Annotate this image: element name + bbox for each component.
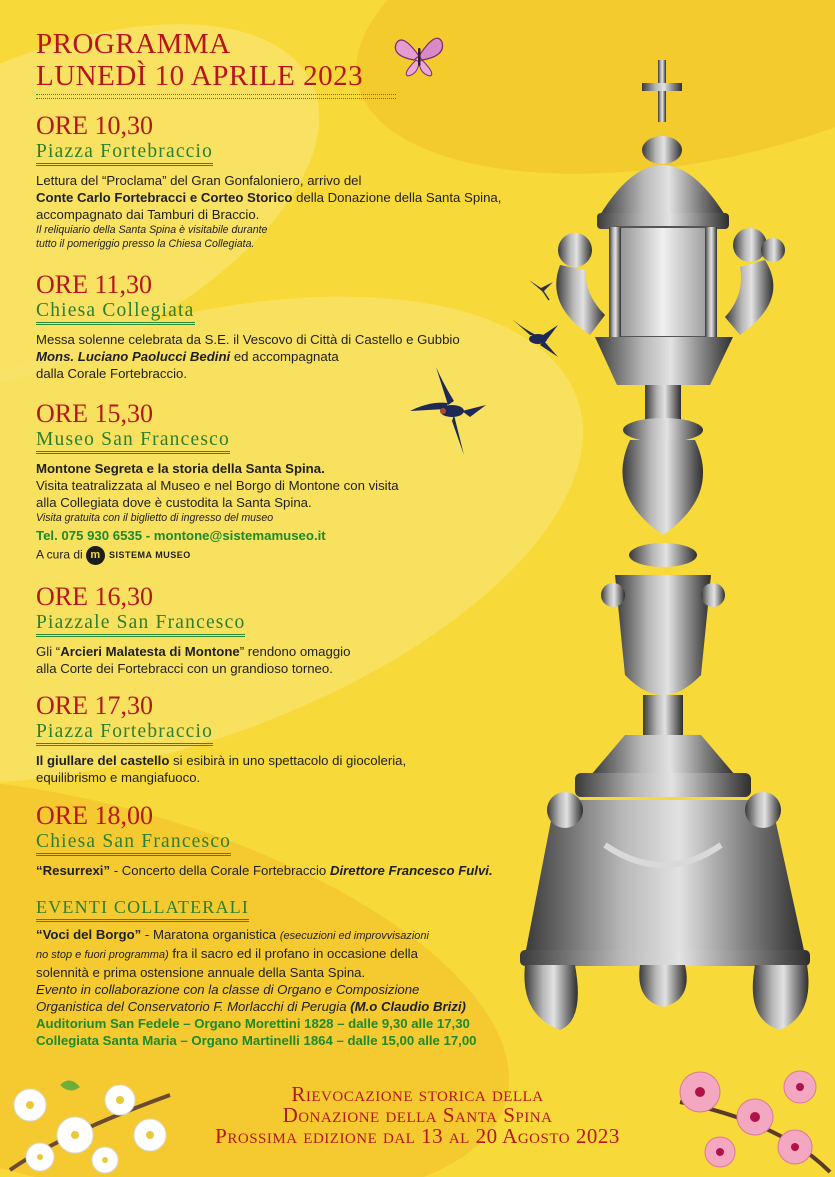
programme-title: PROGRAMMA [36, 28, 231, 60]
event-place: Piazzale San Francesco [36, 612, 245, 637]
event-time: ORE 17,30 [36, 691, 153, 720]
event-note: Il reliquiario della Santa Spina è visitabile durante tutto il pomeriggio presso la Chiesa Collegiata. [36, 224, 268, 250]
event-place: Chiesa San Francesco [36, 831, 231, 856]
curated-by: A cura di m SISTEMA MUSEO [36, 546, 576, 565]
event-1800 [36, 801, 576, 879]
event-time: ORE 11,30 [36, 270, 153, 299]
programme-date: LUNEDÌ 10 APRILE 2023 [36, 60, 364, 92]
event-1530 [36, 399, 576, 565]
event-description: Il giullare del castello si esibirà in uno spettacolo di giocoleria, equilibrismo e mangiafuoco. [36, 753, 407, 785]
event-note: Visita gratuita con il biglietto di ingresso del museo [36, 512, 274, 524]
contact-info: Tel. 075 930 6535 - montone@sistemamuseo.it [36, 528, 326, 543]
butterfly-icon [392, 34, 446, 78]
event-time: ORE 18,00 [36, 801, 153, 830]
footer-line-1: Rievocazione storica della [291, 1082, 544, 1106]
event-description: Lettura del “Proclama” del Gran Gonfaloniero, arrivo del Conte Carlo Fortebracci e Corteo Storico della Donazione della Santa Spina, accompagnato dai Tamburi di Braccio. [36, 173, 502, 222]
footer-next-edition: Prossima edizione dal 13 al 20 Agosto 2023 [215, 1124, 620, 1148]
event-1630 [36, 582, 576, 677]
collateral-events [36, 897, 556, 1049]
collateral-heading: EVENTI COLLATERALI [36, 897, 249, 922]
event-place: Museo San Francesco [36, 429, 230, 454]
event-place: Piazza Fortebraccio [36, 721, 213, 746]
event-place: Chiesa Collegiata [36, 300, 195, 325]
header-divider [36, 94, 396, 99]
event-time: ORE 16,30 [36, 582, 153, 611]
event-time: ORE 10,30 [36, 111, 153, 140]
event-description: “Resurrexi” - Concerto della Corale Fortebraccio Direttore Francesco Fulvi. [36, 863, 493, 878]
organ-concert-2: Collegiata Santa Maria – Organo Martinelli 1864 – dalle 15,00 alle 17,00 [36, 1033, 477, 1048]
collateral-description: “Voci del Borgo” - Maratona organistica (esecuzioni ed improvvisazioni no stop e fuori programma) fra il sacro ed il profano in occasione della solennità e prima ostensione annuale della Santa Spina. Evento in collaborazione con la classe di Organo e Composizione Organistica del Conservatorio F. Morlacchi di Perugia (M.o Claudio Brizi) [36, 927, 466, 1014]
event-description: Montone Segreta e la storia della Santa Spina. Visita teatralizzata al Museo e nel Borgo di Montone con visita alla Collegiata dove è custodita la Santa Spina. [36, 461, 399, 510]
organ-concert-1: Auditorium San Fedele – Organo Morettini 1828 – dalle 9,30 alle 17,30 [36, 1016, 470, 1031]
event-description: Gli “Arcieri Malatesta di Montone” rendono omaggio alla Corte dei Fortebracci con un grandioso torneo. [36, 644, 351, 676]
event-description: Messa solenne celebrata da S.E. il Vescovo di Città di Castello e Gubbio Mons. Luciano Paolucci Bedini ed accompagnata dalla Corale Fortebraccio. [36, 332, 460, 381]
event-1130 [36, 270, 576, 382]
event-1030 [36, 111, 576, 251]
event-place: Piazza Fortebraccio [36, 141, 213, 166]
sistema-museo-logo: m SISTEMA MUSEO [86, 546, 191, 565]
event-time: ORE 15,30 [36, 399, 153, 428]
event-1730 [36, 691, 576, 786]
footer-line-2: Donazione della Santa Spina [282, 1103, 553, 1127]
